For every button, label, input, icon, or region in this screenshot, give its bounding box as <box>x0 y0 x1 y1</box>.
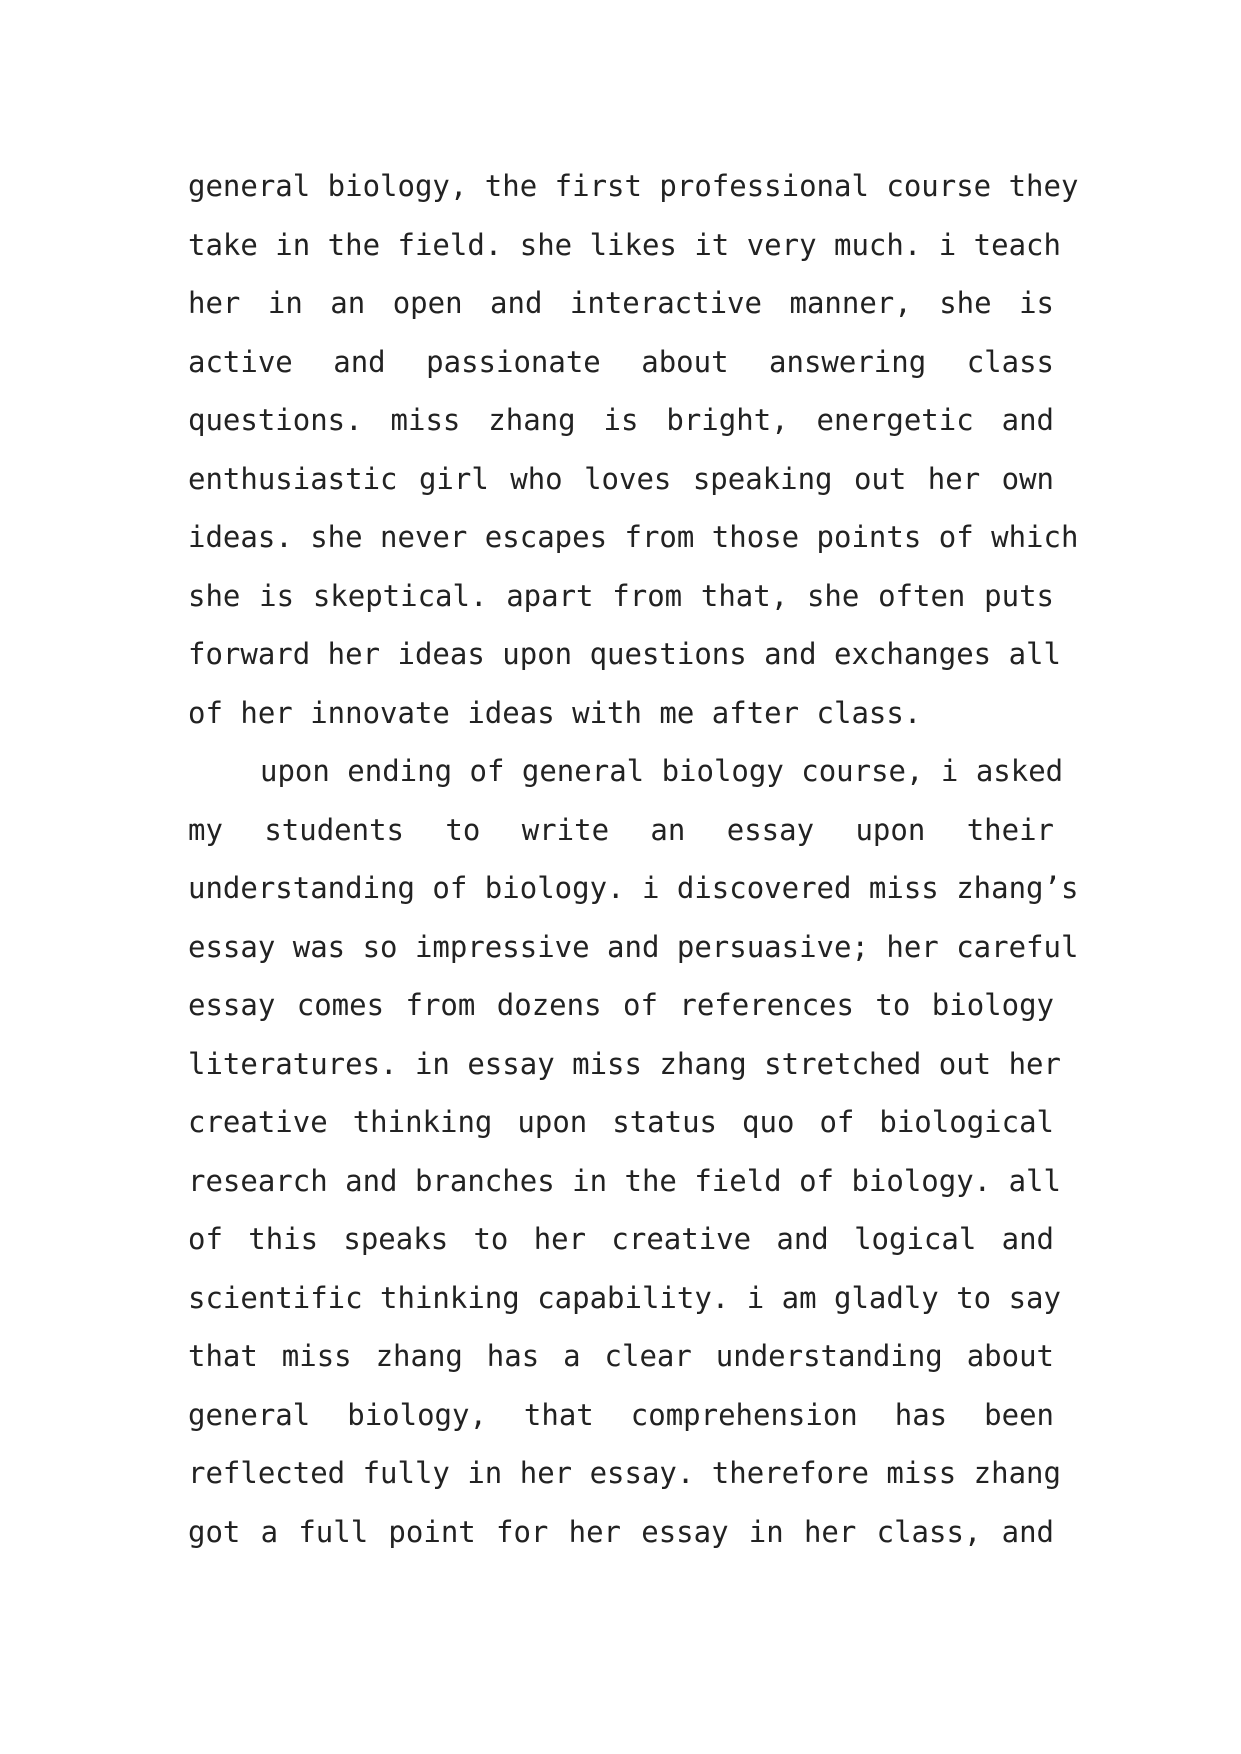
text-line: forward her ideas upon questions and exchanges all <box>188 637 1061 671</box>
text-line: general biology, the first professional course they <box>188 169 1079 203</box>
text-line: research and branches in the field of biology. all <box>188 1163 1061 1198</box>
body-text <box>188 157 1079 1561</box>
text-line: essay comes from dozens of references to biology <box>188 988 1054 1022</box>
text-line: got a full point for her essay in her class, and <box>188 1514 1054 1549</box>
text-line: enthusiastic girl who loves speaking out her own <box>188 461 1054 496</box>
text-line: creative thinking upon status quo of biological <box>188 1105 1054 1139</box>
text-line: take in the field. she likes it very much. i teach <box>188 227 1061 262</box>
text-line: that miss zhang has a clear understanding about <box>188 1339 1054 1373</box>
text-line: questions. miss zhang is bright, energetic and <box>188 403 1054 437</box>
paragraph-start-line: upon ending of general biology course, i asked <box>260 754 1064 788</box>
text-line: of this speaks to her creative and logical and <box>188 1222 1054 1256</box>
text-line: ideas. she never escapes from those points of which <box>188 520 1079 554</box>
text-line: understanding of biology. i discovered miss zhang’s <box>188 871 1079 905</box>
text-line: scientific thinking capability. i am gladly to say <box>188 1280 1061 1315</box>
text-line: active and passionate about answering class <box>188 344 1054 379</box>
paragraph-end-line: of her innovate ideas with me after class. <box>188 695 922 730</box>
text-line: essay was so impressive and persuasive; her careful <box>188 929 1079 964</box>
text-line: her in an open and interactive manner, she is <box>188 286 1054 320</box>
text-line: reflected fully in her essay. therefore miss zhang <box>188 1456 1061 1490</box>
text-line: literatures. in essay miss zhang stretched out her <box>188 1046 1061 1081</box>
text-line: general biology, that comprehension has been <box>188 1397 1054 1432</box>
text-line: my students to write an essay upon their <box>188 812 1054 847</box>
text-line: she is skeptical. apart from that, she often puts <box>188 578 1054 613</box>
